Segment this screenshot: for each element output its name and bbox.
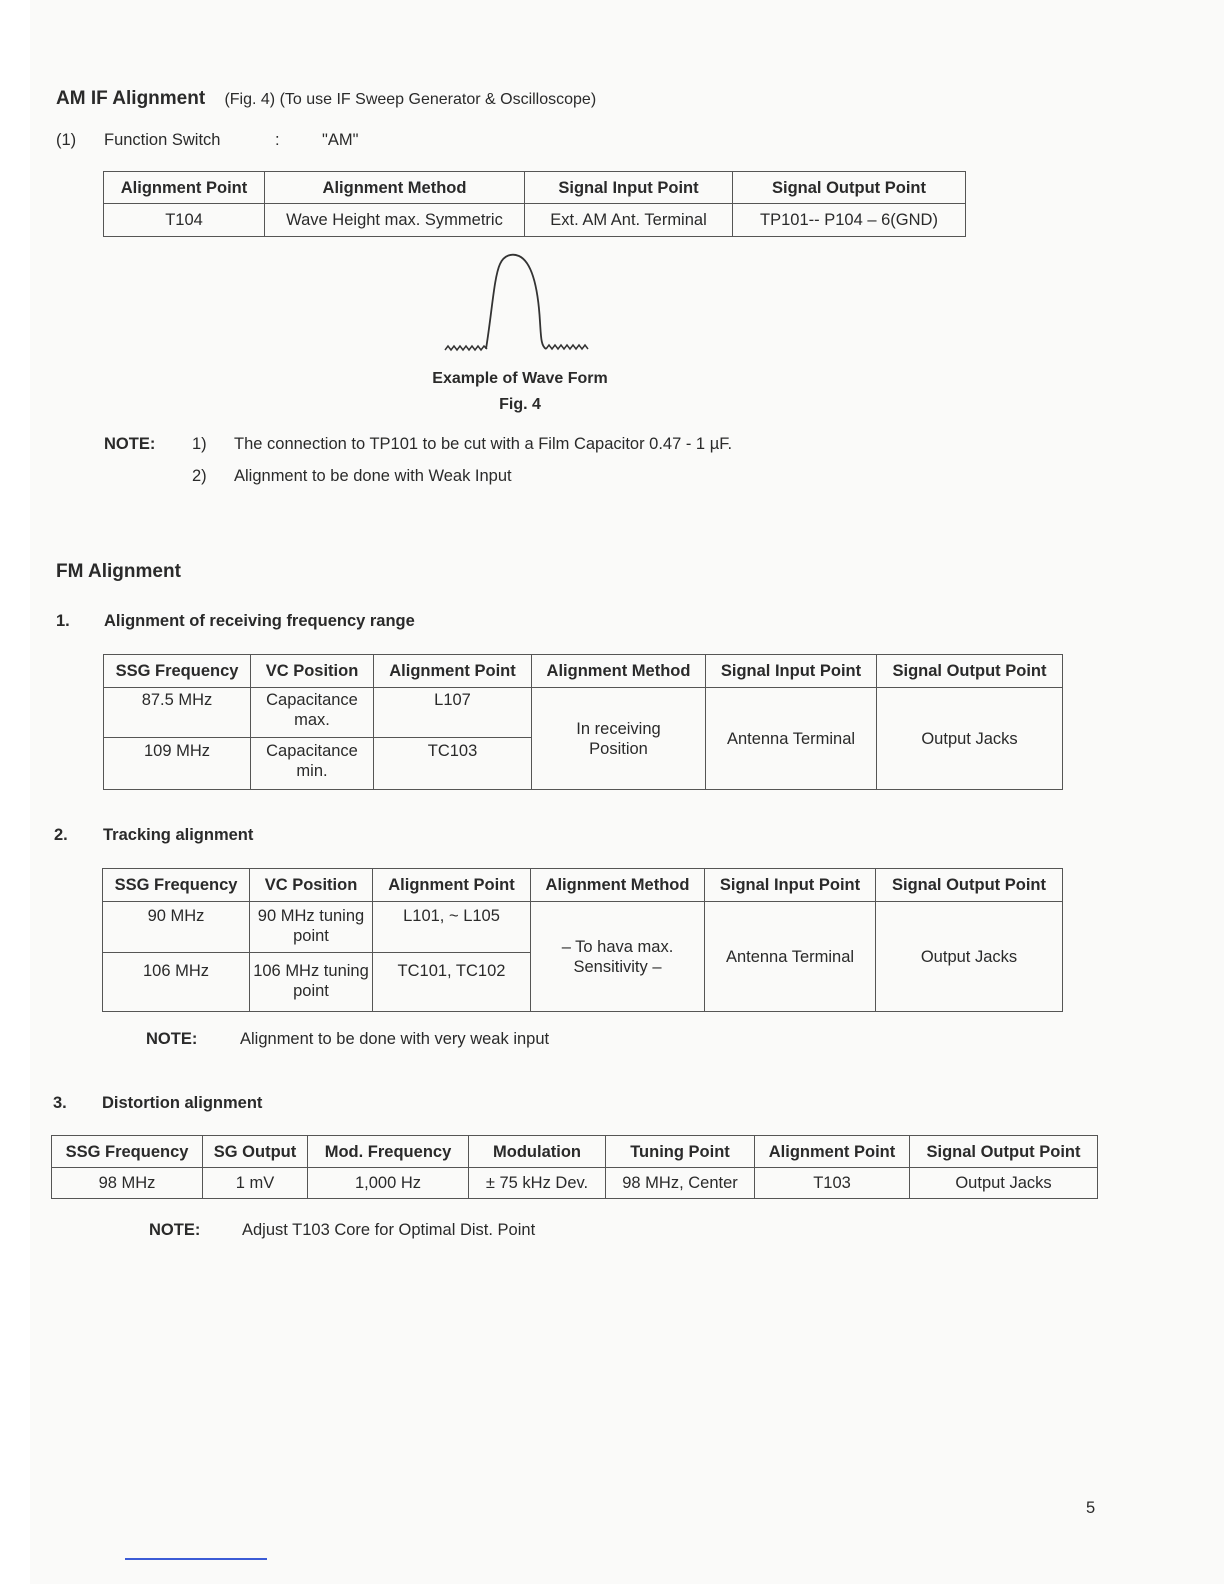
table-header: Signal Output Point	[876, 869, 1063, 902]
table-header: Alignment Point	[104, 172, 265, 204]
table-header: Signal Output Point	[910, 1136, 1098, 1168]
table-cell: L107	[374, 688, 532, 738]
table-header: Alignment Point	[374, 655, 532, 688]
table-cell: Capacitance max.	[251, 688, 374, 738]
frequency-range-table	[103, 654, 1063, 790]
figure-label: Fig. 4	[499, 396, 541, 413]
table-header: Alignment Method	[531, 869, 705, 902]
table-header: Modulation	[469, 1136, 606, 1168]
table-cell: T104	[104, 204, 265, 237]
table-header: Mod. Frequency	[308, 1136, 469, 1168]
table-header: SSG Frequency	[104, 655, 251, 688]
subsection-title: Tracking alignment	[103, 826, 254, 844]
table-cell: In receiving Position	[532, 688, 706, 790]
table-cell: L101, ~ L105	[373, 902, 531, 953]
note-number: 1)	[192, 435, 207, 453]
wave-form-figure	[440, 252, 600, 356]
step-number: (1)	[56, 131, 77, 149]
table-cell: T103	[755, 1168, 910, 1199]
table-header: Alignment Method	[265, 172, 525, 204]
figure-caption: Example of Wave Form	[432, 370, 608, 387]
subsection-title: Distortion alignment	[102, 1094, 263, 1112]
table-header: Signal Input Point	[525, 172, 733, 204]
table-cell: 109 MHz	[104, 738, 251, 790]
distortion-table	[51, 1135, 1098, 1199]
note-label: NOTE:	[146, 1030, 198, 1048]
step-separator: :	[275, 131, 280, 149]
table-header: SSG Frequency	[52, 1136, 203, 1168]
note-text: Adjust T103 Core for Optimal Dist. Point	[242, 1221, 536, 1239]
subsection-number: 1.	[56, 612, 70, 630]
decorative-rule	[125, 1558, 267, 1560]
am-alignment-table	[103, 171, 966, 237]
table-cell: Wave Height max. Symmetric	[265, 204, 525, 237]
note-text: The connection to TP101 to be cut with a Film Capacitor 0.47 - 1 µF.	[234, 435, 733, 453]
table-cell: ± 75 kHz Dev.	[469, 1168, 606, 1199]
table-cell: Capacitance min.	[251, 738, 374, 790]
step-value: "AM"	[322, 131, 359, 149]
table-cell: 106 MHz tuning point	[250, 953, 373, 1012]
table-header: Alignment Point	[373, 869, 531, 902]
table-cell: TC103	[374, 738, 532, 790]
table-cell: 90 MHz tuning point	[250, 902, 373, 953]
table-cell: 1 mV	[203, 1168, 308, 1199]
table-cell: Output Jacks	[877, 688, 1063, 790]
note-text: Alignment to be done with very weak input	[240, 1030, 550, 1048]
am-section-subtitle: (Fig. 4) (To use IF Sweep Generator & Oscilloscope)	[224, 91, 597, 108]
table-cell: Ext. AM Ant. Terminal	[525, 204, 733, 237]
table-cell: Output Jacks	[876, 902, 1063, 1012]
table-header: SG Output	[203, 1136, 308, 1168]
table-cell: TC101, TC102	[373, 953, 531, 1012]
table-cell: 98 MHz	[52, 1168, 203, 1199]
table-header: SSG Frequency	[103, 869, 250, 902]
fm-section-title: FM Alignment	[56, 561, 181, 582]
table-header: Signal Output Point	[733, 172, 966, 204]
table-cell: 87.5 MHz	[104, 688, 251, 738]
note-label: NOTE:	[104, 435, 156, 453]
table-cell: TP101-- P104 – 6(GND)	[733, 204, 966, 237]
subsection-number: 3.	[53, 1094, 67, 1112]
table-cell: Antenna Terminal	[706, 688, 877, 790]
am-section-title: AM IF Alignment (Fig. 4) (To use IF Sweep Generator & Oscilloscope)	[56, 88, 597, 109]
page-edge	[0, 0, 30, 1584]
table-header: Signal Input Point	[705, 869, 876, 902]
table-cell: Antenna Terminal	[705, 902, 876, 1012]
table-header: VC Position	[251, 655, 374, 688]
note-number: 2)	[192, 467, 207, 485]
table-cell: 106 MHz	[103, 953, 250, 1012]
table-header: VC Position	[250, 869, 373, 902]
table-cell: 1,000 Hz	[308, 1168, 469, 1199]
step-label: Function Switch	[104, 131, 221, 149]
subsection-title: Alignment of receiving frequency range	[104, 612, 415, 630]
table-header: Alignment Method	[532, 655, 706, 688]
page-number: 5	[1086, 1499, 1096, 1517]
table-cell: 90 MHz	[103, 902, 250, 953]
subsection-number: 2.	[54, 826, 68, 844]
table-cell: Output Jacks	[910, 1168, 1098, 1199]
note-text: Alignment to be done with Weak Input	[234, 467, 512, 485]
table-header: Signal Input Point	[706, 655, 877, 688]
table-cell: 98 MHz, Center	[606, 1168, 755, 1199]
tracking-table	[102, 868, 1063, 1012]
table-cell: – To hava max. Sensitivity –	[531, 902, 705, 1012]
table-header: Signal Output Point	[877, 655, 1063, 688]
note-label: NOTE:	[149, 1221, 201, 1239]
table-header: Tuning Point	[606, 1136, 755, 1168]
table-header: Alignment Point	[755, 1136, 910, 1168]
